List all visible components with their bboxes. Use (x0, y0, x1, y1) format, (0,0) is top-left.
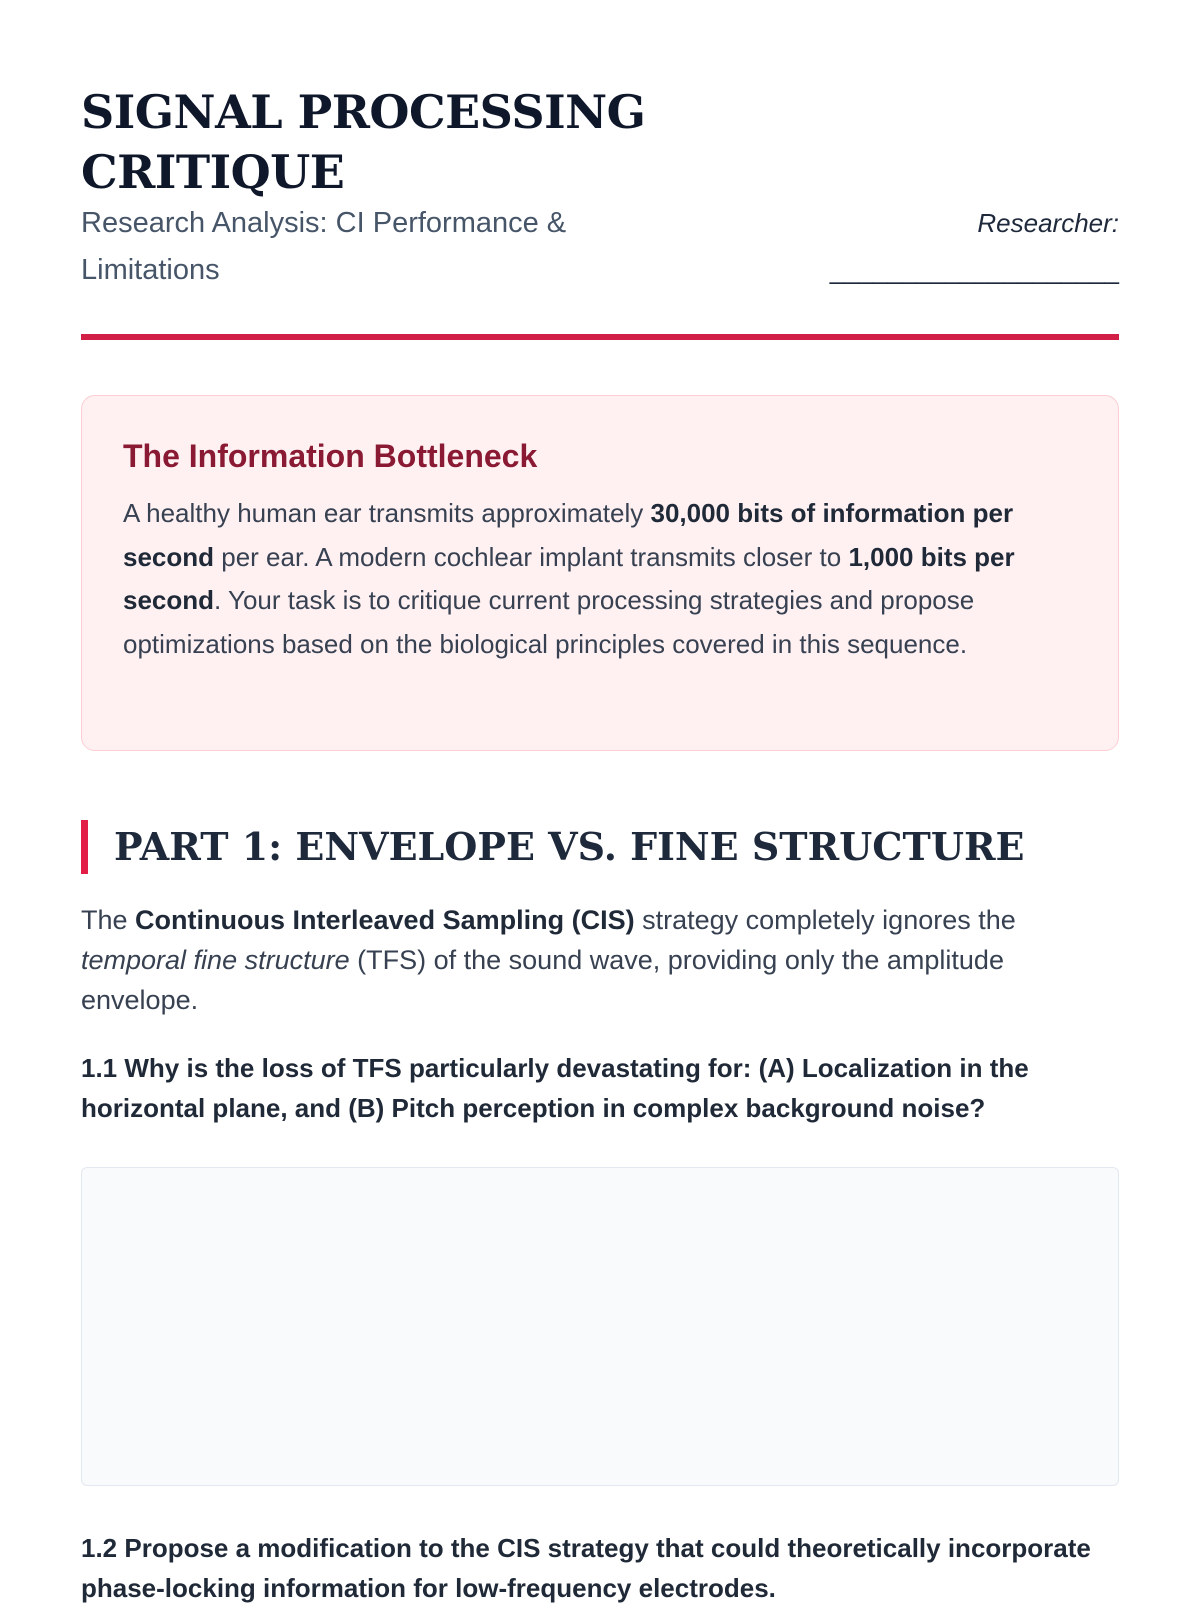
answer-box-1-1[interactable] (81, 1167, 1119, 1486)
intro-italic-tfs: temporal fine structure (81, 945, 350, 975)
researcher-field (830, 200, 1119, 294)
intro-text-part: The (81, 905, 136, 935)
header-divider (81, 334, 1119, 340)
callout-bold-healthy-rate: 30,000 bits of information per second (123, 498, 1014, 572)
callout-title: The Information Bottleneck (123, 438, 538, 474)
callout-text (123, 492, 1077, 666)
callout-text-part: . Your task is to critique current processing strategies and propose optimizations based on the biological principles covered in this sequence. (123, 585, 975, 659)
worksheet-header (81, 0, 1119, 340)
part-1-intro (81, 900, 1121, 1020)
intro-bold-cis: Continuous Interleaved Sampling (CIS) (135, 905, 635, 935)
researcher-label: Researcher: (977, 208, 1119, 238)
intro-text-part: (TFS) of the sound wave, providing only the amplitude envelope. (81, 945, 1004, 1015)
page-subtitle: Research Analysis: CI Performance & Limitations (81, 207, 567, 286)
information-bottleneck-callout (81, 395, 1119, 751)
question-1-2: 1.2 Propose a modification to the CIS strategy that could theoretically incorporate phase-locking information for low-frequency electrodes. (81, 1533, 1091, 1603)
question-1-1: 1.1 Why is the loss of TFS particularly devastating for: (A) Localization in the horizontal plane, and (B) Pitch perception in complex background noise? (81, 1053, 1029, 1123)
callout-bold-implant-rate: 1,000 bits per second (123, 541, 1015, 615)
callout-text-part: A healthy human ear transmits approximately (123, 498, 651, 528)
intro-text-part: strategy completely ignores the (634, 905, 1016, 935)
researcher-blank-line[interactable]: ____________________ (829, 255, 1119, 285)
callout-text-part: per ear. A modern cochlear implant transmits closer to (214, 541, 849, 572)
page-title: SIGNAL PROCESSING CRITIQUE (81, 85, 646, 199)
section-heading-part-1: PART 1: ENVELOPE VS. FINE STRUCTURE (81, 820, 1025, 874)
